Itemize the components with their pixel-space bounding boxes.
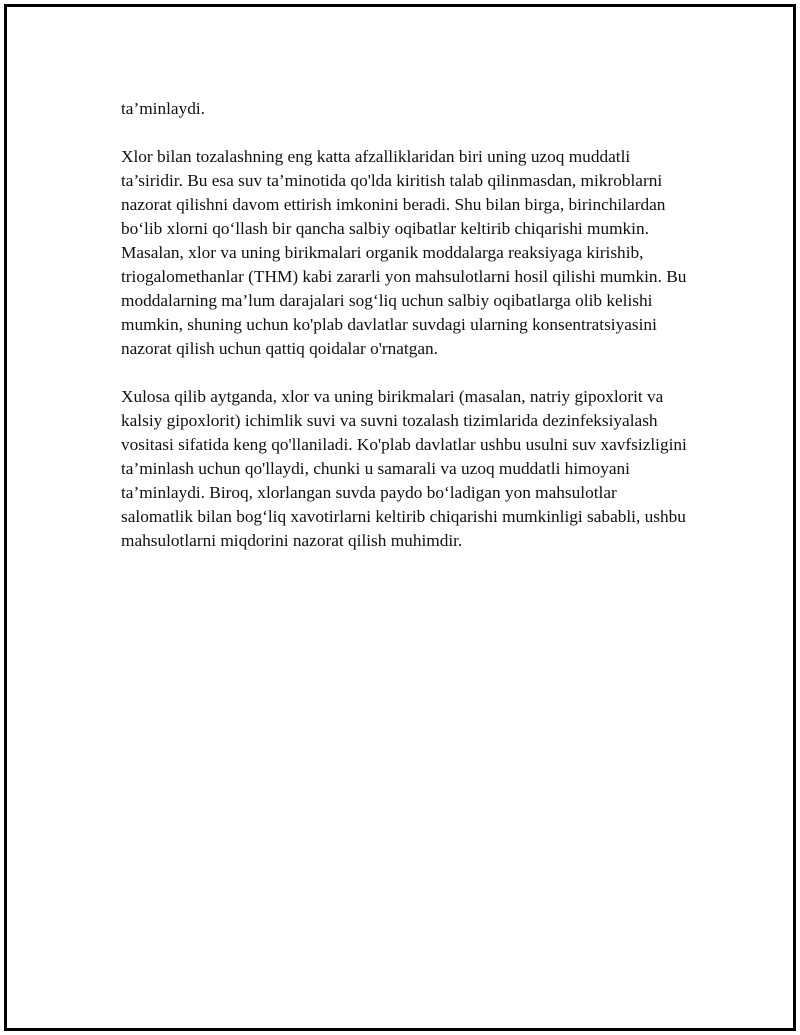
paragraph-chlorination-effects: Xlor bilan tozalashning eng katta afzalliklaridan biri uning uzoq muddatli ta’siridir. Bu esa suv ta’minotida qo'lda kiritish talab qilinmasdan, mikroblarni nazorat qilishni davom ettirish imkonini beradi. Shu bilan birga, birinchilardan bo‘lib xlorni qo‘llash bir qancha salbiy oqibatlar keltirib chiqarishi mumkin. Masalan, xlor va uning birikmalari organik moddalarga reaksiyaga kirishib, triogalomethanlar (THM) kabi zararli yon mahsulotlarni hosil qilishi mumkin. Bu moddalarning ma’lum darajalari sog‘liq uchun salbiy oqibatlarga olib kelishi mumkin, shuning uchun ko'plab davlatlar suvdagi ularning konsentratsiyasini nazorat qilish uchun qattiq qoidalar o'rnatgan. [121,147,687,358]
paragraph-continuation: ta’minlaydi. [121,99,205,118]
page-frame [4,4,796,1031]
paragraph-conclusion: Xulosa qilib aytganda, xlor va uning birikmalari (masalan, natriy gipoxlorit va kalsiy gipoxlorit) ichimlik suvi va suvni tozalash tizimlarida dezinfeksiyalash vositasi sifatida keng qo'llaniladi. Ko'plab davlatlar ushbu usulni suv xavfsizligini ta’minlash uchun qo'llaydi, chunki u samarali va uzoq muddatli himoyani ta’minlaydi. Biroq, xlorlangan suvda paydo bo‘ladigan yon mahsulotlar salomatlik bilan bog‘liq xavotirlarni keltirib chiqarishi mumkinligi sababli, ushbu mahsulotlarni miqdorini nazorat qilish muhimdir. [121,387,687,550]
page-content [121,97,691,577]
